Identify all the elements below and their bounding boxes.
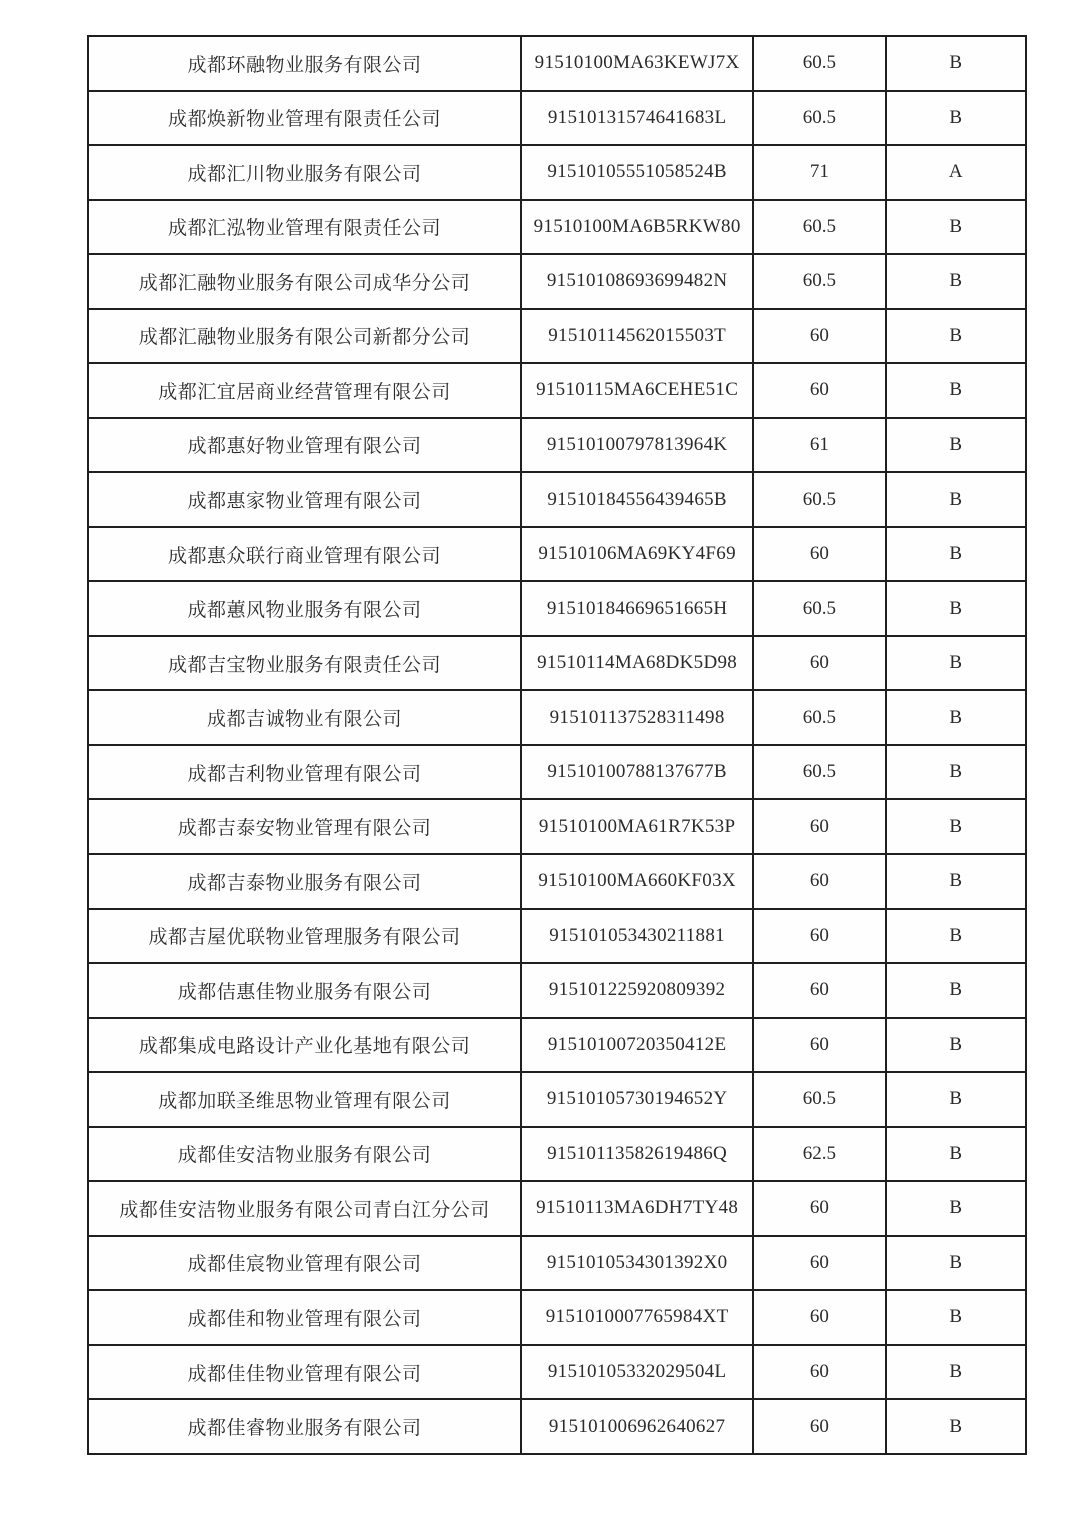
credit-code-cell: 91510108693699482N <box>520 255 752 308</box>
table-row <box>89 908 1025 963</box>
grade-cell: B <box>885 1128 1025 1181</box>
company-name-cell: 成都加联圣维思物业管理有限公司 <box>158 1090 451 1112</box>
company-name-cell: 成都佳和物业管理有限公司 <box>187 1308 422 1330</box>
credit-code-cell: 915101006962640627 <box>520 1400 752 1453</box>
company-name-cell: 成都蕙风物业服务有限公司 <box>187 600 422 622</box>
company-name-cell: 成都吉泰安物业管理有限公司 <box>177 818 432 840</box>
score-cell: 60 <box>752 1237 884 1290</box>
grade-cell: B <box>885 1019 1025 1072</box>
grade-cell: B <box>885 855 1025 908</box>
score-cell: 60 <box>752 1346 884 1399</box>
company-name-cell: 成都集成电路设计产业化基地有限公司 <box>138 1036 471 1058</box>
table-row <box>89 1017 1025 1072</box>
grade-cell: B <box>885 1346 1025 1399</box>
table-row <box>89 1289 1025 1344</box>
credit-code-cell: 91510115MA6CEHE51C <box>520 364 752 417</box>
score-cell: 60 <box>752 855 884 908</box>
grade-cell: B <box>885 746 1025 799</box>
table-row <box>89 144 1025 199</box>
company-name-cell: 成都佳安洁物业服务有限公司 <box>177 1145 432 1167</box>
table-row <box>89 362 1025 417</box>
table-row <box>89 1071 1025 1126</box>
company-name-cell: 成都吉屋优联物业管理服务有限公司 <box>148 927 461 949</box>
credit-code-cell: 91510100797813964K <box>520 419 752 472</box>
credit-code-cell: 91510184669651665H <box>520 582 752 635</box>
credit-code-cell: 91510100MA63KEWJ7X <box>520 37 752 90</box>
score-cell: 60 <box>752 1182 884 1235</box>
table-row <box>89 471 1025 526</box>
company-name-cell: 成都环融物业服务有限公司 <box>187 54 422 76</box>
score-cell: 60 <box>752 800 884 853</box>
score-cell: 60 <box>752 1019 884 1072</box>
table-row <box>89 37 1025 90</box>
table-row <box>89 308 1025 363</box>
credit-code-cell: 91510184556439465B <box>520 473 752 526</box>
company-name-cell: 成都佶惠佳物业服务有限公司 <box>177 981 432 1003</box>
credit-code-cell: 91510100MA61R7K53P <box>520 800 752 853</box>
company-name-cell: 成都汇融物业服务有限公司成华分公司 <box>138 272 471 294</box>
company-name-cell: 成都吉诚物业有限公司 <box>207 709 403 731</box>
grade-cell: B <box>885 1237 1025 1290</box>
company-name-cell: 成都汇泓物业管理有限责任公司 <box>168 218 442 240</box>
grade-cell: B <box>885 419 1025 472</box>
score-cell: 60 <box>752 528 884 581</box>
company-name-cell: 成都惠好物业管理有限公司 <box>187 436 422 458</box>
score-cell: 60.5 <box>752 201 884 254</box>
score-cell: 60 <box>752 910 884 963</box>
grade-cell: B <box>885 528 1025 581</box>
credit-code-cell: 91510100MA6B5RKW80 <box>520 201 752 254</box>
score-cell: 60.5 <box>752 746 884 799</box>
credit-code-cell: 91510114562015503T <box>520 310 752 363</box>
company-name-cell: 成都佳安洁物业服务有限公司青白江分公司 <box>119 1199 490 1221</box>
score-cell: 60.5 <box>752 1073 884 1126</box>
grade-cell: B <box>885 310 1025 363</box>
company-ratings-table <box>87 35 1027 1455</box>
credit-code-cell: 91510100720350412E <box>520 1019 752 1072</box>
credit-code-cell: 91510114MA68DK5D98 <box>520 637 752 690</box>
score-cell: 60 <box>752 364 884 417</box>
grade-cell: B <box>885 637 1025 690</box>
score-cell: 61 <box>752 419 884 472</box>
grade-cell: B <box>885 800 1025 853</box>
credit-code-cell: 91510131574641683L <box>520 92 752 145</box>
credit-code-cell: 915101053430211881 <box>520 910 752 963</box>
company-name-cell: 成都吉宝物业服务有限责任公司 <box>168 654 442 676</box>
table-row <box>89 962 1025 1017</box>
grade-cell: B <box>885 473 1025 526</box>
grade-cell: B <box>885 691 1025 744</box>
table-row <box>89 635 1025 690</box>
table-row <box>89 253 1025 308</box>
score-cell: 60.5 <box>752 691 884 744</box>
credit-code-cell: 91510105551058524B <box>520 146 752 199</box>
grade-cell: B <box>885 201 1025 254</box>
score-cell: 60.5 <box>752 92 884 145</box>
grade-cell: B <box>885 582 1025 635</box>
grade-cell: B <box>885 964 1025 1017</box>
credit-code-cell: 9151010007765984XT <box>520 1291 752 1344</box>
score-cell: 60.5 <box>752 37 884 90</box>
score-cell: 62.5 <box>752 1128 884 1181</box>
table-row <box>89 1398 1025 1453</box>
table-row <box>89 853 1025 908</box>
grade-cell: B <box>885 364 1025 417</box>
grade-cell: B <box>885 1073 1025 1126</box>
grade-cell: B <box>885 910 1025 963</box>
credit-code-cell: 91510105730194652Y <box>520 1073 752 1126</box>
table-row <box>89 1235 1025 1290</box>
score-cell: 60 <box>752 637 884 690</box>
table-row <box>89 199 1025 254</box>
grade-cell: B <box>885 92 1025 145</box>
company-name-cell: 成都惠家物业管理有限公司 <box>187 491 422 513</box>
credit-code-cell: 91510113MA6DH7TY48 <box>520 1182 752 1235</box>
company-name-cell: 成都佳宸物业管理有限公司 <box>187 1254 422 1276</box>
grade-cell: A <box>885 146 1025 199</box>
table-row <box>89 798 1025 853</box>
grade-cell: B <box>885 37 1025 90</box>
table-row <box>89 744 1025 799</box>
table-row <box>89 1126 1025 1181</box>
company-name-cell: 成都惠众联行商业管理有限公司 <box>168 545 442 567</box>
company-name-cell: 成都佳佳物业管理有限公司 <box>187 1363 422 1385</box>
score-cell: 60 <box>752 310 884 363</box>
score-cell: 60 <box>752 964 884 1017</box>
score-cell: 60 <box>752 1291 884 1344</box>
score-cell: 60 <box>752 1400 884 1453</box>
credit-code-cell: 91510105332029504L <box>520 1346 752 1399</box>
company-name-cell: 成都汇川物业服务有限公司 <box>187 163 422 185</box>
score-cell: 71 <box>752 146 884 199</box>
company-name-cell: 成都焕新物业管理有限责任公司 <box>168 109 442 131</box>
company-name-cell: 成都汇宜居商业经营管理有限公司 <box>158 381 451 403</box>
grade-cell: B <box>885 255 1025 308</box>
credit-code-cell: 91510106MA69KY4F69 <box>520 528 752 581</box>
score-cell: 60.5 <box>752 582 884 635</box>
credit-code-cell: 91510100788137677B <box>520 746 752 799</box>
credit-code-cell: 915101137528311498 <box>520 691 752 744</box>
credit-code-cell: 91510100MA660KF03X <box>520 855 752 908</box>
credit-code-cell: 91510113582619486Q <box>520 1128 752 1181</box>
credit-code-cell: 915101225920809392 <box>520 964 752 1017</box>
table-row <box>89 689 1025 744</box>
table-row <box>89 526 1025 581</box>
table-row <box>89 417 1025 472</box>
grade-cell: B <box>885 1400 1025 1453</box>
score-cell: 60.5 <box>752 255 884 308</box>
score-cell: 60.5 <box>752 473 884 526</box>
table-row <box>89 1344 1025 1399</box>
table-row <box>89 90 1025 145</box>
company-name-cell: 成都汇融物业服务有限公司新都分公司 <box>138 327 471 349</box>
grade-cell: B <box>885 1291 1025 1344</box>
credit-code-cell: 9151010534301392X0 <box>520 1237 752 1290</box>
company-name-cell: 成都吉泰物业服务有限公司 <box>187 872 422 894</box>
table-row <box>89 1180 1025 1235</box>
company-name-cell: 成都吉利物业管理有限公司 <box>187 763 422 785</box>
grade-cell: B <box>885 1182 1025 1235</box>
company-name-cell: 成都佳睿物业服务有限公司 <box>187 1418 422 1440</box>
table-row <box>89 580 1025 635</box>
